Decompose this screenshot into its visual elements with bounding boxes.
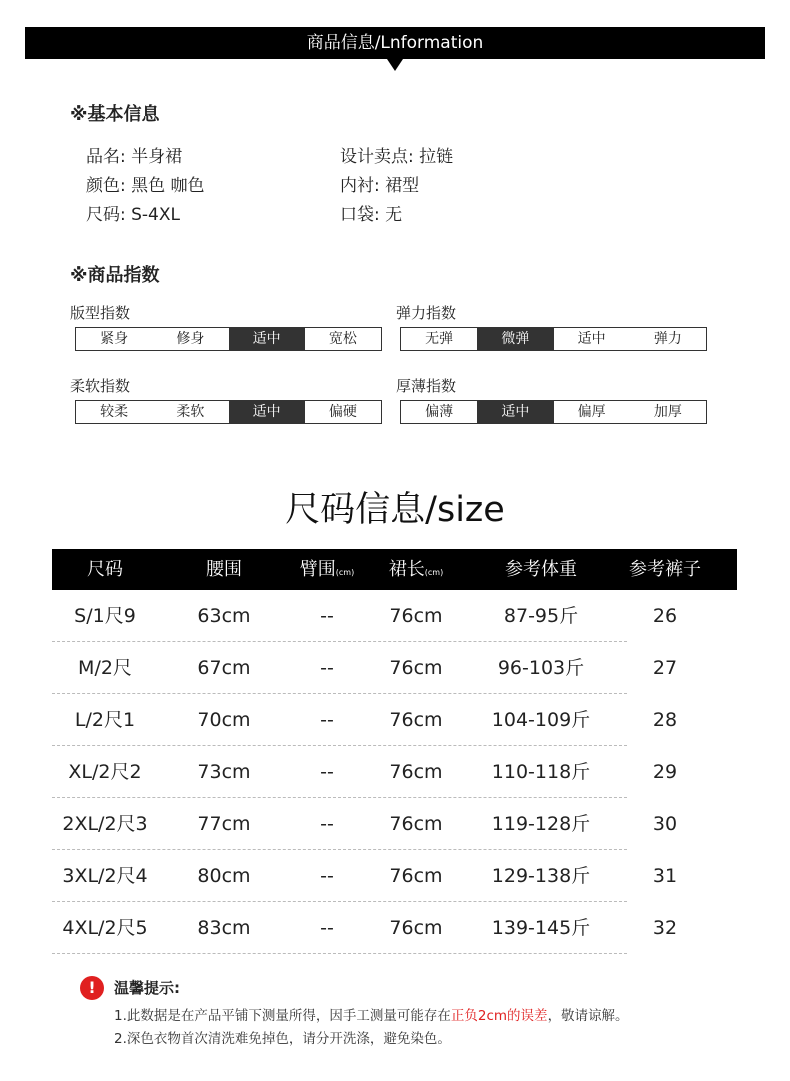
cell-skirt-length: 76cm bbox=[389, 813, 443, 835]
table-row bbox=[52, 850, 737, 902]
cell-weight: 96-103斤 bbox=[497, 657, 585, 679]
cell-size: M/2尺 bbox=[78, 657, 132, 679]
info-size-range: 尺码: S-4XL bbox=[86, 205, 180, 225]
cell-arm: -- bbox=[320, 917, 334, 939]
cell-pants: 30 bbox=[652, 813, 678, 835]
cell-size: 2XL/2尺3 bbox=[62, 813, 148, 835]
header-unit: (cm) bbox=[424, 568, 444, 577]
warning-icon: ! bbox=[80, 976, 104, 1000]
cell-arm: -- bbox=[320, 761, 334, 783]
cell-size: S/1尺9 bbox=[74, 605, 136, 627]
header-skirt-length: 裙长(cm) bbox=[388, 559, 444, 580]
size-table-header bbox=[52, 549, 737, 590]
info-pocket: 口袋: 无 bbox=[340, 205, 403, 225]
table-row bbox=[52, 694, 737, 746]
cell-weight: 87-95斤 bbox=[503, 605, 579, 627]
scale-option-selected: 适中 bbox=[477, 401, 553, 423]
cell-weight: 104-109斤 bbox=[491, 709, 591, 731]
cell-weight: 110-118斤 bbox=[491, 761, 591, 783]
index-label-thickness: 厚薄指数 bbox=[396, 377, 457, 395]
scale-option-selected: 适中 bbox=[229, 328, 305, 350]
cell-waist: 67cm bbox=[197, 657, 251, 679]
scale-option: 无弹 bbox=[425, 331, 454, 347]
cell-waist: 70cm bbox=[197, 709, 251, 731]
cell-pants: 27 bbox=[652, 657, 678, 679]
scale-option: 柔软 bbox=[176, 404, 205, 420]
cell-pants: 29 bbox=[652, 761, 678, 783]
scale-option-selected: 适中 bbox=[229, 401, 305, 423]
cell-waist: 73cm bbox=[197, 761, 251, 783]
scale-option: 修身 bbox=[176, 331, 205, 347]
cell-arm: -- bbox=[320, 813, 334, 835]
cell-size: L/2尺1 bbox=[74, 709, 136, 731]
cell-arm: -- bbox=[320, 605, 334, 627]
index-scale-softness bbox=[75, 400, 382, 424]
cell-waist: 63cm bbox=[197, 605, 251, 627]
row-divider bbox=[52, 953, 627, 954]
cell-weight: 139-145斤 bbox=[491, 917, 591, 939]
product-index-title: ※商品指数 bbox=[70, 265, 160, 286]
info-design-feature: 设计卖点: 拉链 bbox=[340, 147, 454, 167]
info-color: 颜色: 黑色 咖色 bbox=[86, 176, 205, 196]
scale-option: 偏薄 bbox=[425, 404, 454, 420]
cell-size: 4XL/2尺5 bbox=[62, 917, 148, 939]
scale-option-selected: 微弹 bbox=[477, 328, 553, 350]
header-waist: 腰围 bbox=[206, 559, 242, 580]
table-row bbox=[52, 642, 737, 694]
notice-text: ，敬请谅解。 bbox=[547, 1008, 629, 1024]
cell-waist: 77cm bbox=[197, 813, 251, 835]
cell-skirt-length: 76cm bbox=[389, 917, 443, 939]
cell-arm: -- bbox=[320, 657, 334, 679]
header-unit: (cm) bbox=[335, 568, 355, 577]
cell-size: 3XL/2尺4 bbox=[62, 865, 148, 887]
cell-waist: 80cm bbox=[197, 865, 251, 887]
table-row bbox=[52, 590, 737, 642]
scale-option: 较柔 bbox=[100, 404, 129, 420]
cell-pants: 26 bbox=[652, 605, 678, 627]
index-label-fit: 版型指数 bbox=[70, 304, 131, 322]
cell-pants: 31 bbox=[652, 865, 678, 887]
header-banner bbox=[25, 27, 765, 59]
scale-option: 适中 bbox=[577, 331, 606, 347]
cell-skirt-length: 76cm bbox=[389, 761, 443, 783]
index-label-softness: 柔软指数 bbox=[70, 377, 131, 395]
table-row bbox=[52, 746, 737, 798]
index-scale-fit bbox=[75, 327, 382, 351]
cell-pants: 28 bbox=[652, 709, 678, 731]
info-lining: 内衬: 裙型 bbox=[340, 176, 420, 196]
cell-skirt-length: 76cm bbox=[389, 709, 443, 731]
notice-line-2: 2.深色衣物首次清洗难免掉色，请分开洗涤，避免染色。 bbox=[114, 1031, 451, 1047]
cell-weight: 129-138斤 bbox=[491, 865, 591, 887]
scale-option: 宽松 bbox=[328, 331, 357, 347]
cell-weight: 119-128斤 bbox=[491, 813, 591, 835]
scale-option: 紧身 bbox=[100, 331, 129, 347]
notice-line-1 bbox=[114, 1004, 629, 1024]
cell-size: XL/2尺2 bbox=[68, 761, 142, 783]
basic-info-title: ※基本信息 bbox=[70, 104, 160, 125]
cell-arm: -- bbox=[320, 709, 334, 731]
cell-pants: 32 bbox=[652, 917, 678, 939]
index-label-elasticity: 弹力指数 bbox=[396, 304, 457, 322]
index-scale-thickness bbox=[400, 400, 707, 424]
notice-text: 1.此数据是在产品平铺下测量所得，因手工测量可能存在 bbox=[114, 1008, 451, 1024]
header-size: 尺码 bbox=[87, 559, 123, 580]
notice-title: 温馨提示: bbox=[114, 979, 180, 997]
header-pants: 参考裤子 bbox=[629, 559, 701, 580]
cell-skirt-length: 76cm bbox=[389, 605, 443, 627]
cell-skirt-length: 76cm bbox=[389, 865, 443, 887]
notice-highlight: 正负2cm的误差 bbox=[450, 1008, 548, 1024]
cell-arm: -- bbox=[320, 865, 334, 887]
cell-skirt-length: 76cm bbox=[389, 657, 443, 679]
scale-option: 加厚 bbox=[653, 404, 682, 420]
scale-option: 偏硬 bbox=[328, 404, 357, 420]
header-weight: 参考体重 bbox=[505, 559, 577, 580]
table-row bbox=[52, 902, 737, 954]
header-arm: 臂围(cm) bbox=[299, 559, 355, 580]
table-row bbox=[52, 798, 737, 850]
scale-option: 偏厚 bbox=[577, 404, 606, 420]
size-info-title: 尺码信息/size bbox=[285, 490, 505, 530]
info-product-name: 品名: 半身裙 bbox=[86, 147, 183, 167]
scale-option: 弹力 bbox=[653, 331, 682, 347]
header-arrow-icon bbox=[387, 59, 403, 71]
header-title: 商品信息/Lnformation bbox=[306, 33, 484, 53]
cell-waist: 83cm bbox=[197, 917, 251, 939]
index-scale-elasticity bbox=[400, 327, 707, 351]
